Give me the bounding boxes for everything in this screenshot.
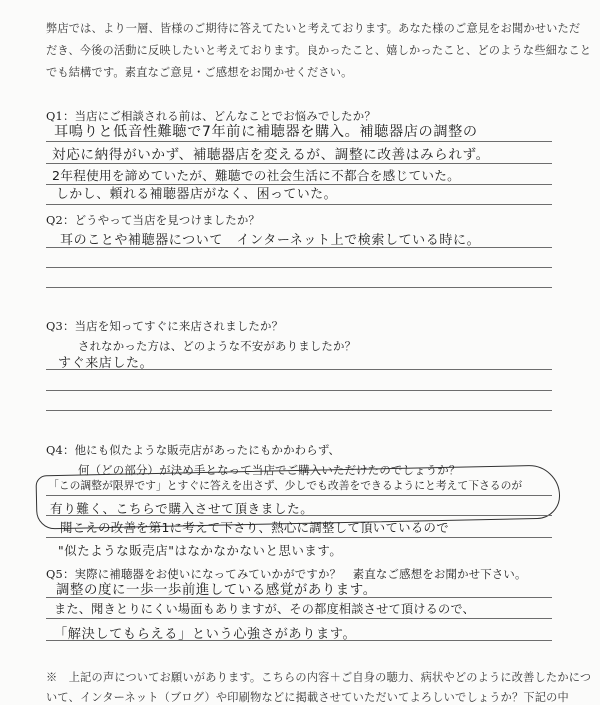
answer-line xyxy=(46,618,552,619)
answer-5-line-2: また、聞きとりにくい場面もありますが、その都度相談させて頂けるので、 xyxy=(54,602,475,616)
intro-paragraph xyxy=(46,18,592,84)
answer-line xyxy=(46,515,552,516)
answer-1-line-1: 耳鳴りと低音性難聴で7年前に補聴器を購入。補聴器店の調整の xyxy=(54,124,478,140)
answer-1-line-3: 2年程使用を諦めていたが、難聴での社会生活に不都合を感じていた。 xyxy=(52,168,461,183)
answer-line xyxy=(46,495,552,496)
answer-2-line-1: 耳のことや補聴器について インターネット上で検索している時に。 xyxy=(60,233,481,248)
answer-line xyxy=(46,410,552,411)
question-4: Q4：他にも似たような販売店があったにもかかわらず、 xyxy=(46,443,341,457)
question-3: Q3：当店を知ってすぐに来店されましたか？ xyxy=(46,319,284,333)
answer-line xyxy=(46,141,552,142)
answer-line xyxy=(46,640,552,641)
footer-note-line: いて、インターネット（ブログ）や印刷物などに掲載させていただいてよろしいでしょうか？下記の中 xyxy=(46,691,569,704)
answer-4-line-1: 「この調整が限界です」とすぐに答えを出さず、少しでも改善をできるようにと考えて下さるのが xyxy=(48,479,523,492)
answer-line xyxy=(46,247,552,248)
answer-line xyxy=(46,287,552,288)
question-2: Q2：どうやって当店を見つけましたか？ xyxy=(46,213,261,227)
answer-line xyxy=(46,369,552,370)
intro-line: 弊店では、より一層、皆様のご期待に答えてたいと考えております。あなた様のご意見をお聞かせいただ xyxy=(46,22,581,35)
question-4-sub: 何（どの部分）が決め手となって当店でご購入いただけたのでしょうか？ xyxy=(78,463,461,477)
answer-1-line-2: 対応に納得がいかず、補聴器店を変えるが、調整に改善はみられず。 xyxy=(52,147,490,163)
footer-note-line: ※ 上記の声についてお願いがあります。こちらの内容＋ご自身の聴力、病状やどのように改善したかにつ xyxy=(46,671,592,684)
answer-line xyxy=(46,390,552,391)
answer-5-line-3: 「解決してもらえる」という心強さがあります。 xyxy=(54,627,357,642)
question-5: Q5：実際に補聴器をお使いになってみていかがですか？ 素直なご感想をお聞かせ下さい。 xyxy=(46,567,527,581)
question-3-sub: されなかった方は、どのような不安がありましたか？ xyxy=(78,339,357,353)
answer-line xyxy=(46,537,552,538)
question-1: Q1：当店にご相談される前は、どんなことでお悩みでしたか？ xyxy=(46,109,376,123)
intro-line: だき、今後の活動に反映したいと考えております。良かったこと、嬉しかったこと、どのような些細なこと xyxy=(46,44,592,57)
answer-line xyxy=(46,597,552,598)
answer-4-line-2: 有り難く、こちらで購入させて頂きました。 xyxy=(50,501,314,516)
intro-line: でも結構です。素直なご意見・ご感想をお聞かせください。 xyxy=(46,66,353,79)
answer-3-line-1: すぐ来店した。 xyxy=(58,356,154,371)
answer-line xyxy=(46,163,552,164)
answer-4-line-3: 聞こえの改善を第1に考えて下さり、熱心に調整して頂いているので xyxy=(60,520,449,535)
answer-line xyxy=(46,267,552,268)
answer-1-line-4: しかし、頼れる補聴器店がなく、困っていた。 xyxy=(56,187,338,202)
answer-5-line-1: 調整の度に一歩一歩前進している感覚があります。 xyxy=(56,583,377,598)
answer-4-line-4: "似たような販売店"はなかなかないと思います。 xyxy=(58,543,343,558)
answer-line xyxy=(46,204,552,205)
